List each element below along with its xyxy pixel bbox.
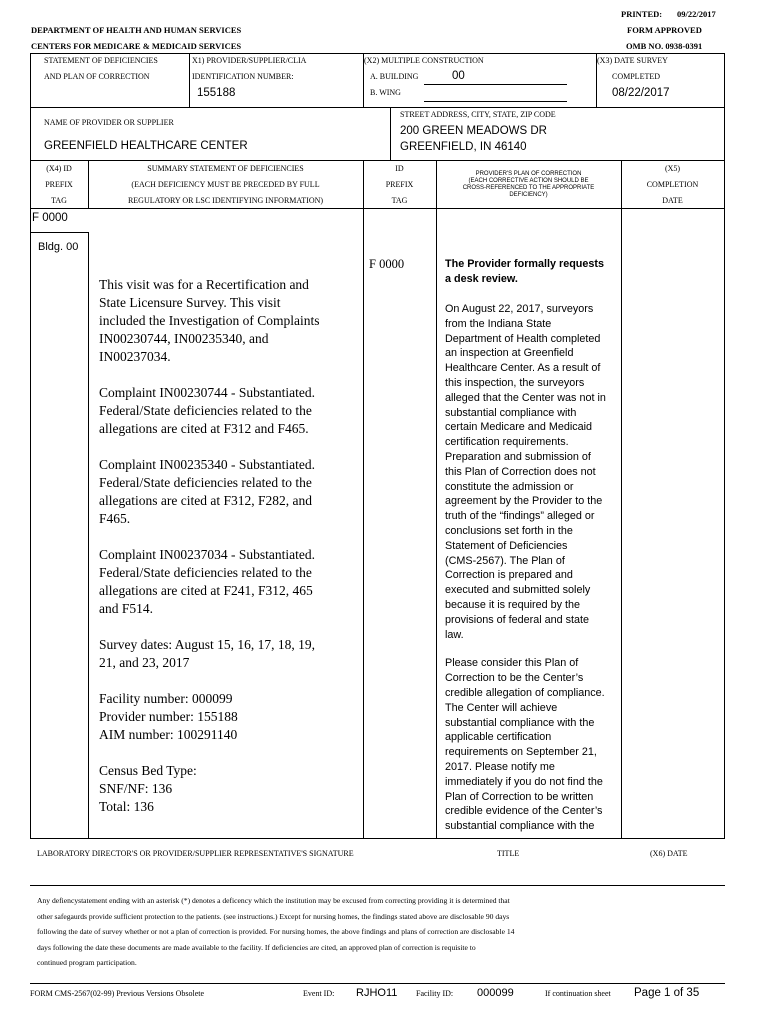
x1-label: X1) PROVIDER/SUPPLIER/CLIA: [192, 56, 307, 65]
event-id-value: RJHO11: [356, 987, 398, 999]
left-tag: F 0000: [32, 212, 68, 224]
x5-header-2: COMPLETION: [646, 180, 699, 189]
address-label: STREET ADDRESS, CITY, STATE, ZIP CODE: [400, 110, 556, 119]
summary-para-6: Facility number: 000099 Provider number: 155188 AIM number: 100291140: [99, 691, 238, 742]
x3-label: (X3) DATE SURVEY: [597, 56, 668, 65]
id-header-2: PREFIX: [385, 180, 414, 189]
printed-label: PRINTED:: [621, 9, 663, 19]
plan-text: [445, 302, 621, 834]
statement-label-2: AND PLAN OF CORRECTION: [44, 72, 150, 81]
bldg-label: Bldg. 00: [38, 241, 79, 253]
provider-id-value: 155188: [197, 87, 236, 99]
printed-date: 09/22/2017: [677, 9, 716, 19]
plan-para-2: Please consider this Plan of Correction to be the Center’s credible allegation of compliance. The Center will achieve substantial compliance with the applicable certification requirements on September 21, 2017. Please notify me immediately if you do not find the Plan of Correction to be written credible evidence of the Center’s substantial compliance with the: [445, 657, 605, 833]
x5-header-3: DATE: [662, 196, 683, 205]
event-id-label: Event ID:: [303, 989, 335, 998]
mid-tag: F 0000: [369, 257, 405, 271]
department-title: DEPARTMENT OF HEALTH AND HUMAN SERVICES: [31, 25, 242, 35]
summary-header-2: (EACH DEFICIENCY MUST BE PRECEDED BY FULL: [131, 180, 320, 189]
summary-header-1: SUMMARY STATEMENT OF DEFICIENCIES: [147, 164, 304, 173]
x4-id-label: (X4) ID: [46, 164, 72, 173]
summary-text: [99, 276, 361, 816]
facility-id-value: 000099: [477, 987, 514, 999]
x4-prefix-label: PREFIX: [45, 180, 73, 189]
address-line-1: 200 GREEN MEADOWS DR: [400, 125, 547, 137]
id-header-3: TAG: [391, 196, 408, 205]
plan-header: PROVIDER'S PLAN OF CORRECTION (EACH CORRECTIVE ACTION SHOULD BE CROSS-REFERENCED TO THE APPROPRIATE DEFICIENCY): [462, 171, 595, 198]
x4-tag-label: TAG: [51, 196, 67, 205]
provider-name-label: NAME OF PROVIDER OR SUPPLIER: [44, 118, 174, 127]
x6-date-label: (X6) DATE: [650, 849, 688, 858]
summary-para-3: Complaint IN00235340 - Substantiated. Federal/State deficiencies related to the allegations are cited at F312, F282, and F465.: [99, 457, 315, 526]
omb-number: OMB NO. 0938-0391: [626, 41, 703, 51]
page-number: Page 1 of 35: [634, 987, 700, 999]
summary-para-2: Complaint IN00230744 - Substantiated. Federal/State deficiencies related to the allegations are cited at F312 and F465.: [99, 385, 315, 436]
provider-name: GREENFIELD HEALTHCARE CENTER: [44, 140, 248, 152]
summary-header-3: REGULATORY OR LSC IDENTIFYING INFORMATION): [127, 196, 324, 205]
summary-para-5: Survey dates: August 15, 16, 17, 18, 19, 21, and 23, 2017: [99, 637, 315, 670]
summary-para-4: Complaint IN00237034 - Substantiated. Federal/State deficiencies related to the allegations are cited at F241, F312, 465 and F514.: [99, 547, 315, 616]
x3-sublabel: COMPLETED: [612, 72, 660, 81]
summary-para-7: Census Bed Type: SNF/NF: 136 Total: 136: [99, 763, 197, 814]
wing-label: B. WING: [370, 88, 401, 97]
x2-label: (X2) MULTIPLE CONSTRUCTION: [364, 56, 484, 65]
x1-sublabel: IDENTIFICATION NUMBER:: [192, 72, 294, 81]
facility-id-label: Facility ID:: [416, 989, 454, 998]
title-label: TITLE: [497, 849, 520, 858]
address-line-2: GREENFIELD, IN 46140: [400, 141, 527, 153]
building-value: 00: [452, 70, 465, 82]
survey-date-value: 08/22/2017: [612, 87, 670, 99]
form-number: FORM CMS-2567(02-99) Previous Versions Obsolete: [30, 989, 205, 998]
disclaimer: Any defiencystatement ending with an asterisk (*) denotes a deficency which the institution may be excused from correcting providing it is determined that other safegaurds provide sufficient protection to the patients. (see instructions.) Except for nursing homes, the findings stated above are disclosable 90 days following the date of survey whether or not a plan of correction is provided. For nursing homes, the above findings and plans of correction are disclosable 14 days following the date these documents are made available to the facility. If deficiencies are cited, an approved plan of correction is requisite to continued program participation.: [37, 896, 515, 967]
signature-label: LABORATORY DIRECTOR'S OR PROVIDER/SUPPLIER REPRESENTATIVE'S SIGNATURE: [37, 849, 354, 858]
x5-header-1: (X5): [664, 164, 681, 173]
centers-title: CENTERS FOR MEDICARE & MEDICAID SERVICES: [31, 41, 242, 51]
summary-para-1: This visit was for a Recertification and State Licensure Survey. This visit included the Investigation of Complaints IN00230744, IN00235340, and IN00237034.: [99, 277, 320, 364]
building-label: A. BUILDING: [370, 72, 419, 81]
statement-label-1: STATEMENT OF DEFICIENCIES: [44, 56, 158, 65]
form-approved: FORM APPROVED: [627, 25, 702, 35]
id-header-1: ID: [395, 164, 404, 173]
plan-heading: The Provider formally requests a desk review.: [445, 258, 605, 285]
continuation-label: If continuation sheet: [545, 989, 611, 998]
plan-para-1: On August 22, 2017, surveyors from the Indiana State Department of Health completed an inspection at Greenfield Healthcare Center. As a result of this inspection, the surveyors alleged that the Center was not in substantial compliance with certain Medicare and Medicaid certification requirements. Preparation and submission of this Plan of Correction does not constitute the admission or agreement by the Provider to the truth of the “findings” alleged or conclusions set forth in the Statement of Deficiencies (CMS-2567). The Plan of Correction is prepared and executed and submitted solely because it is required by the provisions of federal and state law.: [445, 303, 606, 641]
